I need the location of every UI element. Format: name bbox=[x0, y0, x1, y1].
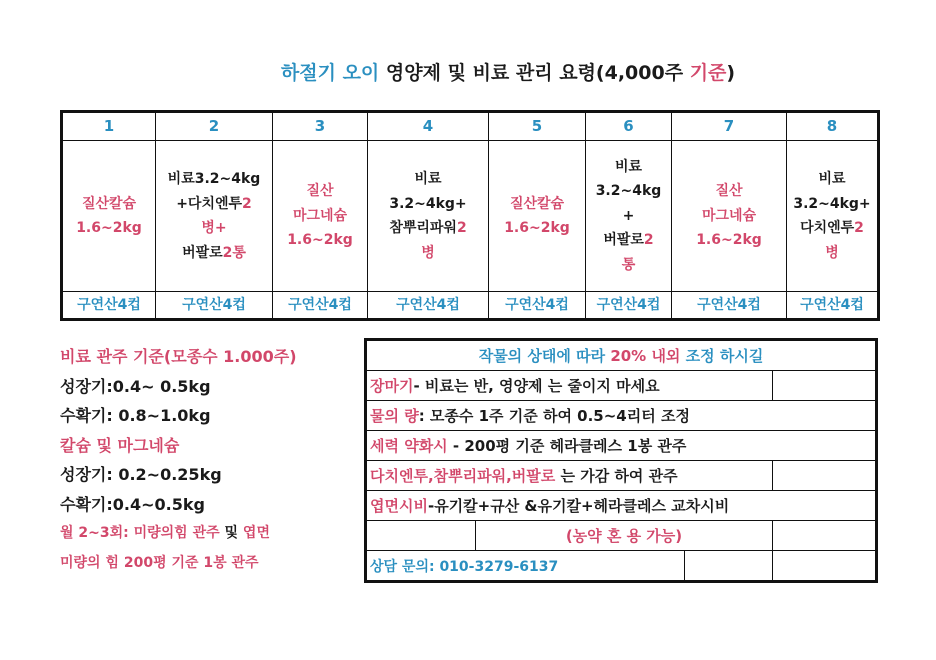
column-3-line-2 bbox=[275, 204, 365, 229]
note-3-text: - 200평 기준 헤라클레스 1봉 관주 bbox=[447, 437, 687, 455]
fert-harvest: 수확기: 0.8~1.0kg bbox=[60, 406, 211, 425]
column-4-line-2-text: 3.2~4kg+ bbox=[389, 195, 467, 212]
title-main: 영양제 및 비료 관리 요령(4,000주 bbox=[385, 62, 684, 84]
column-number-8: 8 bbox=[787, 112, 879, 141]
column-5-line-2-text: 1.6~2kg bbox=[504, 220, 570, 236]
note-2-key: 물의 량 bbox=[370, 407, 419, 425]
column-2-line-4 bbox=[158, 241, 270, 266]
column-8-line-4 bbox=[789, 241, 875, 266]
note-2-text: : 모종수 1주 기준 하여 0.5~4리터 조정 bbox=[418, 407, 690, 425]
column-content-4 bbox=[368, 141, 489, 292]
column-5-line-2 bbox=[491, 216, 583, 241]
column-7-line-1 bbox=[674, 179, 784, 204]
notes-row-7 bbox=[366, 551, 877, 582]
monthly-1c: 엽면 bbox=[242, 525, 270, 541]
note-1-key: 장마기 bbox=[370, 377, 414, 395]
notes-table bbox=[364, 338, 878, 583]
column-4-line-3-text: 참뿌리파워 bbox=[389, 220, 457, 236]
column-content-7 bbox=[672, 141, 787, 292]
column-6-line-5 bbox=[588, 253, 669, 278]
notes-header bbox=[366, 340, 877, 371]
fert-growth: 성장기:0.4~ 0.5kg bbox=[60, 376, 211, 396]
note-4-key: 다치엔투,참뿌리파워,버팔로 bbox=[370, 467, 556, 485]
column-footer-2: 구연산4컵 bbox=[156, 292, 273, 320]
notes-row-3 bbox=[366, 431, 877, 461]
note-7-blank-a bbox=[685, 551, 773, 582]
column-6-line-3 bbox=[588, 204, 669, 229]
column-footer-8: 구연산4컵 bbox=[787, 292, 879, 320]
column-2-line-4-qty: 2통 bbox=[222, 244, 246, 261]
notes-row-6 bbox=[366, 521, 877, 551]
column-2-line-2-qty: 2 bbox=[242, 195, 252, 212]
column-5-line-1 bbox=[491, 192, 583, 217]
column-content-8 bbox=[787, 141, 879, 292]
column-3-line-2-text: 마그네슘 bbox=[292, 207, 348, 224]
column-number-3: 3 bbox=[273, 112, 368, 141]
monthly-line-2: 미량의 힘 200평 기준 1봉 관주 bbox=[60, 554, 259, 571]
column-1-line-1-text: 질산칼슘 bbox=[81, 195, 137, 212]
column-6-line-2 bbox=[588, 179, 669, 204]
column-4-line-4 bbox=[370, 241, 486, 266]
notes-header-b: 20% 내외 bbox=[610, 347, 681, 365]
column-6-line-4 bbox=[588, 228, 669, 253]
column-footer-4: 구연산4컵 bbox=[368, 292, 489, 320]
column-8-line-3 bbox=[789, 216, 875, 241]
column-6-line-4-qty: 2 bbox=[643, 232, 654, 249]
title-close: ) bbox=[726, 62, 736, 84]
column-2-line-1-text: 비료3.2~4kg bbox=[167, 171, 261, 187]
schedule-table bbox=[60, 110, 880, 321]
monthly-1a: 월 2~3회: 미량의힘 관주 bbox=[60, 525, 220, 541]
standards-heading: 비료 관주 기준(모종수 1.000주) bbox=[60, 347, 297, 366]
note-7-blank-b bbox=[773, 551, 877, 582]
column-4-line-3 bbox=[370, 216, 486, 241]
notes-row-5 bbox=[366, 491, 877, 521]
notes-row-2 bbox=[366, 401, 877, 431]
column-footer-6: 구연산4컵 bbox=[586, 292, 672, 320]
column-7-line-1-text: 질산 bbox=[715, 183, 743, 200]
column-1-line-2-text: 1.6~2kg bbox=[76, 220, 142, 236]
column-8-line-1 bbox=[789, 167, 875, 192]
column-6-line-1-text: 비료 bbox=[614, 158, 643, 175]
column-footer-5: 구연산4컵 bbox=[489, 292, 586, 320]
page-title bbox=[0, 58, 936, 85]
column-footer-3: 구연산4컵 bbox=[273, 292, 368, 320]
column-number-7: 7 bbox=[672, 112, 787, 141]
calmag-heading: 칼슘 및 마그네슘 bbox=[60, 435, 180, 455]
column-1-line-1 bbox=[65, 192, 153, 217]
calmag-growth: 성장기: 0.2~0.25kg bbox=[60, 465, 222, 484]
title-crop: 하절기 오이 bbox=[280, 62, 380, 84]
calmag-harvest: 수확기:0.4~0.5kg bbox=[60, 494, 205, 514]
column-7-line-3 bbox=[674, 228, 784, 253]
column-3-line-3 bbox=[275, 228, 365, 253]
column-5-line-1-text: 질산칼슘 bbox=[509, 195, 565, 212]
note-5-text: -유기칼+규산 &유기칼+헤라클레스 교차시비 bbox=[427, 497, 730, 515]
note-3-key: 세력 약화시 bbox=[370, 437, 448, 455]
column-number-2: 2 bbox=[156, 112, 273, 141]
note-4-blank bbox=[773, 461, 877, 491]
column-8-line-2-text: 3.2~4kg+ bbox=[793, 195, 871, 212]
notes-header-c: 조정 하시길 bbox=[685, 347, 764, 365]
note-1-blank bbox=[773, 371, 877, 401]
column-6-line-5-text: 통 bbox=[621, 256, 636, 273]
column-2-line-3-text: 병+ bbox=[201, 220, 227, 236]
schedule-footer-row bbox=[62, 292, 879, 320]
monthly-line-1 bbox=[60, 519, 360, 549]
column-content-2 bbox=[156, 141, 273, 292]
column-6-line-3-text: + bbox=[622, 207, 635, 224]
note-products bbox=[366, 461, 773, 491]
column-4-line-4-text: 병 bbox=[421, 244, 435, 261]
notes-header-row bbox=[366, 340, 877, 371]
notes-row-4 bbox=[366, 461, 877, 491]
column-4-line-1 bbox=[370, 167, 486, 192]
column-4-line-3-qty: 2 bbox=[456, 220, 467, 236]
column-8-line-2 bbox=[789, 192, 875, 217]
note-6-blank-a bbox=[366, 521, 476, 551]
column-6-line-2-text: 3.2~4kg bbox=[595, 183, 662, 200]
column-4-line-1-text: 비료 bbox=[414, 171, 442, 187]
note-5-key: 엽면시비 bbox=[370, 497, 428, 515]
column-content-5 bbox=[489, 141, 586, 292]
note-foliar bbox=[366, 491, 877, 521]
column-2-line-2 bbox=[158, 192, 270, 217]
column-7-line-3-text: 1.6~2kg bbox=[696, 232, 762, 249]
column-3-line-1 bbox=[275, 179, 365, 204]
column-content-3 bbox=[273, 141, 368, 292]
note-4-text: 는 가감 하여 관주 bbox=[555, 467, 678, 485]
column-number-4: 4 bbox=[368, 112, 489, 141]
contact-info: 상담 문의: 010-3279-6137 bbox=[366, 551, 685, 582]
note-6-blank-b bbox=[773, 521, 877, 551]
column-3-line-3-text: 1.6~2kg bbox=[287, 232, 353, 249]
column-7-line-2-text: 마그네슘 bbox=[701, 207, 757, 224]
schedule-body-row bbox=[62, 141, 879, 292]
schedule-header-row bbox=[62, 112, 879, 141]
note-rainy-season bbox=[366, 371, 773, 401]
column-8-line-1-text: 비료 bbox=[818, 171, 846, 187]
column-content-6 bbox=[586, 141, 672, 292]
column-8-line-3-text: 다치엔투 bbox=[800, 220, 855, 236]
note-water bbox=[366, 401, 877, 431]
column-4-line-2 bbox=[370, 192, 486, 217]
fertilizer-standards bbox=[60, 342, 360, 578]
column-3-line-1-text: 질산 bbox=[306, 183, 334, 200]
notes-header-a: 작물의 상태에 따라 bbox=[478, 347, 606, 365]
note-pesticide-mix: (농약 혼 용 가능) bbox=[476, 521, 773, 551]
column-number-1: 1 bbox=[62, 112, 156, 141]
column-2-line-1 bbox=[158, 167, 270, 192]
column-8-line-3-qty: 2 bbox=[854, 220, 864, 236]
title-basis: 기준 bbox=[689, 62, 727, 84]
monthly-1b: 및 bbox=[224, 525, 239, 541]
column-6-line-1 bbox=[588, 155, 669, 180]
column-2-line-3 bbox=[158, 216, 270, 241]
column-7-line-2 bbox=[674, 204, 784, 229]
column-8-line-4-text: 병 bbox=[825, 244, 839, 261]
column-2-line-4-text: 버팔로 bbox=[182, 244, 223, 261]
note-weak bbox=[366, 431, 877, 461]
column-footer-1: 구연산4컵 bbox=[62, 292, 156, 320]
column-6-line-4-text: 버팔로 bbox=[603, 232, 644, 249]
column-number-5: 5 bbox=[489, 112, 586, 141]
column-2-line-2-text: +다치엔투 bbox=[176, 195, 243, 212]
column-number-6: 6 bbox=[586, 112, 672, 141]
column-content-1 bbox=[62, 141, 156, 292]
notes-row-1 bbox=[366, 371, 877, 401]
column-1-line-2 bbox=[65, 216, 153, 241]
column-footer-7: 구연산4컵 bbox=[672, 292, 787, 320]
note-1-text: - 비료는 반, 영양제 는 줄이지 마세요 bbox=[413, 377, 660, 395]
